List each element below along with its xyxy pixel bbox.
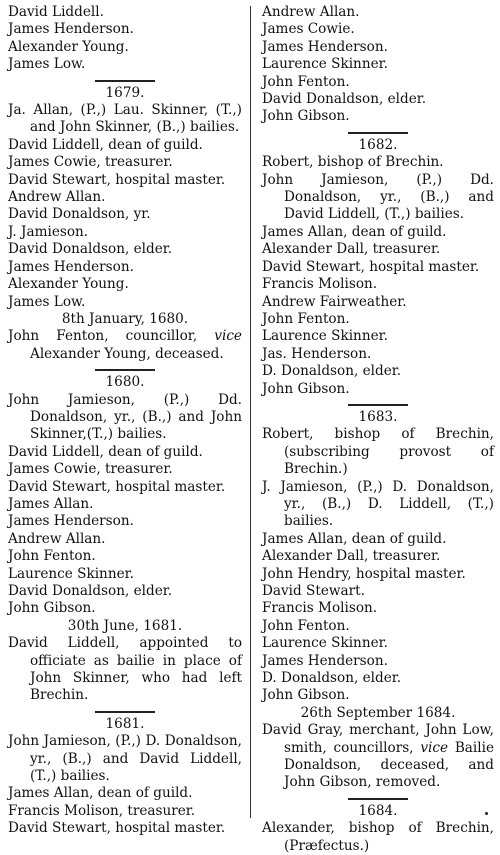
bishop-entry: Robert, bishop of Brechin, (subscribing provost of Brechin.) xyxy=(262,426,494,478)
list-item: John Fenton. xyxy=(262,310,350,327)
list-item: Alexander Young. xyxy=(8,38,129,55)
list-item: John Gibson. xyxy=(8,600,96,617)
list-item: James Allan, dean of guild. xyxy=(8,785,193,802)
list-item: D. Donaldson, elder. xyxy=(262,363,402,380)
list-item: John Gibson. xyxy=(262,108,350,125)
list-item: David Stewart. xyxy=(262,583,365,599)
section-rule xyxy=(95,711,155,713)
list-item: John Gibson. xyxy=(262,687,350,704)
list-item: James Henderson. xyxy=(8,258,134,275)
section-rule xyxy=(95,369,155,371)
council-note: David Gray, merchant, John Low, smith, councillors, vice Bailie Donaldson, deceased, and John Gibson, removed. xyxy=(262,722,494,791)
list-item: David Liddell. xyxy=(8,4,104,20)
list-item: Laurence Skinner. xyxy=(8,565,134,582)
list-item: D. Donaldson, elder. xyxy=(262,670,402,687)
list-item: Andrew Allan. xyxy=(8,530,106,547)
list-item: J. Jamieson. xyxy=(8,223,89,240)
list-item: Francis Molison. xyxy=(262,276,378,293)
list-item: Laurence Skinner. xyxy=(262,56,388,73)
column-divider xyxy=(250,6,251,818)
bishop-entry: Alexander, bishop of Brechin, (Præfectus.) xyxy=(262,820,494,854)
list-item: Laurence Skinner. xyxy=(262,328,388,345)
year-heading: 1681. xyxy=(105,715,145,732)
list-item: Alexander Dall, treasurer. xyxy=(262,548,441,565)
list-item: David Stewart, hospital master. xyxy=(262,258,480,275)
list-item: David Stewart, hospital master. xyxy=(8,171,226,188)
list-item: James Henderson. xyxy=(262,652,388,669)
list-item: James Allan. xyxy=(8,495,94,512)
council-note: David Liddell, appointed to officiate as bailie in place of John Skinner, who had left Brechin. xyxy=(8,635,242,704)
list-item: Jas. Henderson. xyxy=(262,345,372,362)
list-item: James Henderson. xyxy=(8,513,134,530)
section-rule xyxy=(348,132,408,134)
list-item: David Donaldson, elder. xyxy=(8,241,173,258)
left-column xyxy=(8,4,242,838)
list-item: James Cowie, treasurer. xyxy=(8,461,173,478)
section-rule xyxy=(348,404,408,406)
year-heading: 1683. xyxy=(358,408,398,425)
bailies-entry: Ja. Allan, (P.,) Lau. Skinner, (T.,) and John Skinner, (B.,) bailies. xyxy=(8,102,242,136)
list-item: James Low. xyxy=(8,293,86,310)
list-item: David Donaldson, elder. xyxy=(262,91,427,108)
list-item: David Stewart, hospital master. xyxy=(8,820,226,837)
bailies-entry: J. Jamieson, (P.,) D. Donaldson, yr., (B.,) D. Liddell, (T.,) bailies. xyxy=(262,478,494,530)
bailies-entry: John Jamieson, (P.,) Dd. Donaldson, yr., (B.,) and John Skinner,(T.,) bailies. xyxy=(8,391,242,443)
stray-mark xyxy=(485,812,488,815)
list-item: John Fenton. xyxy=(262,73,350,90)
list-item: James Allan, dean of guild. xyxy=(262,530,447,547)
list-item: David Liddell, dean of guild. xyxy=(8,443,203,460)
list-item: David Stewart, hospital master. xyxy=(8,478,226,495)
bailies-entry: John Jamieson, (P.,) D. Donaldson, yr., (B.,) and David Liddell, (T.,) bailies. xyxy=(8,733,242,785)
list-item: David Donaldson, yr. xyxy=(8,206,151,223)
year-heading: 1684. xyxy=(358,802,398,819)
list-item: Alexander Young. xyxy=(8,276,129,293)
year-heading: 1679. xyxy=(105,84,145,101)
list-item: Francis Molison. xyxy=(262,600,378,617)
list-item: Alexander Dall, treasurer. xyxy=(262,241,441,258)
year-heading: 1680. xyxy=(105,374,145,391)
list-item: James Low. xyxy=(8,56,86,73)
section-rule xyxy=(95,80,155,82)
list-item: Andrew Allan. xyxy=(262,4,360,20)
list-item: John Fenton. xyxy=(8,548,96,565)
list-item: James Allan, dean of guild. xyxy=(262,223,447,240)
list-item: John Gibson. xyxy=(262,380,350,397)
year-heading: 1682. xyxy=(358,136,398,153)
date-heading: 8th January, 1680. xyxy=(61,310,189,327)
bailies-entry: John Jamieson, (P.,) Dd. Donaldson, yr., (B.,) and David Liddell, (T.,) bailies. xyxy=(262,171,494,223)
council-note: John Fenton, councillor, vice Alexander Young, deceased. xyxy=(8,328,242,362)
date-heading: 26th September 1684. xyxy=(300,704,456,721)
list-item: Laurence Skinner. xyxy=(262,635,388,652)
list-item: John Fenton. xyxy=(262,617,350,634)
list-item: James Henderson. xyxy=(262,38,388,55)
list-item: Robert, bishop of Brechin. xyxy=(262,154,444,171)
list-item: Francis Molison, treasurer. xyxy=(8,802,196,819)
section-rule xyxy=(348,798,408,800)
list-item: Andrew Fairweather. xyxy=(262,293,407,310)
list-item: Andrew Allan. xyxy=(8,189,106,206)
list-item: David Donaldson, elder. xyxy=(8,583,173,599)
date-heading: 30th June, 1681. xyxy=(67,617,183,634)
list-item: David Liddell, dean of guild. xyxy=(8,136,203,153)
list-item: James Cowie, treasurer. xyxy=(8,154,173,171)
list-item: James Cowie. xyxy=(262,21,355,38)
list-item: John Hendry, hospital master. xyxy=(262,565,466,582)
list-item: James Henderson. xyxy=(8,21,134,38)
right-column xyxy=(262,4,494,855)
